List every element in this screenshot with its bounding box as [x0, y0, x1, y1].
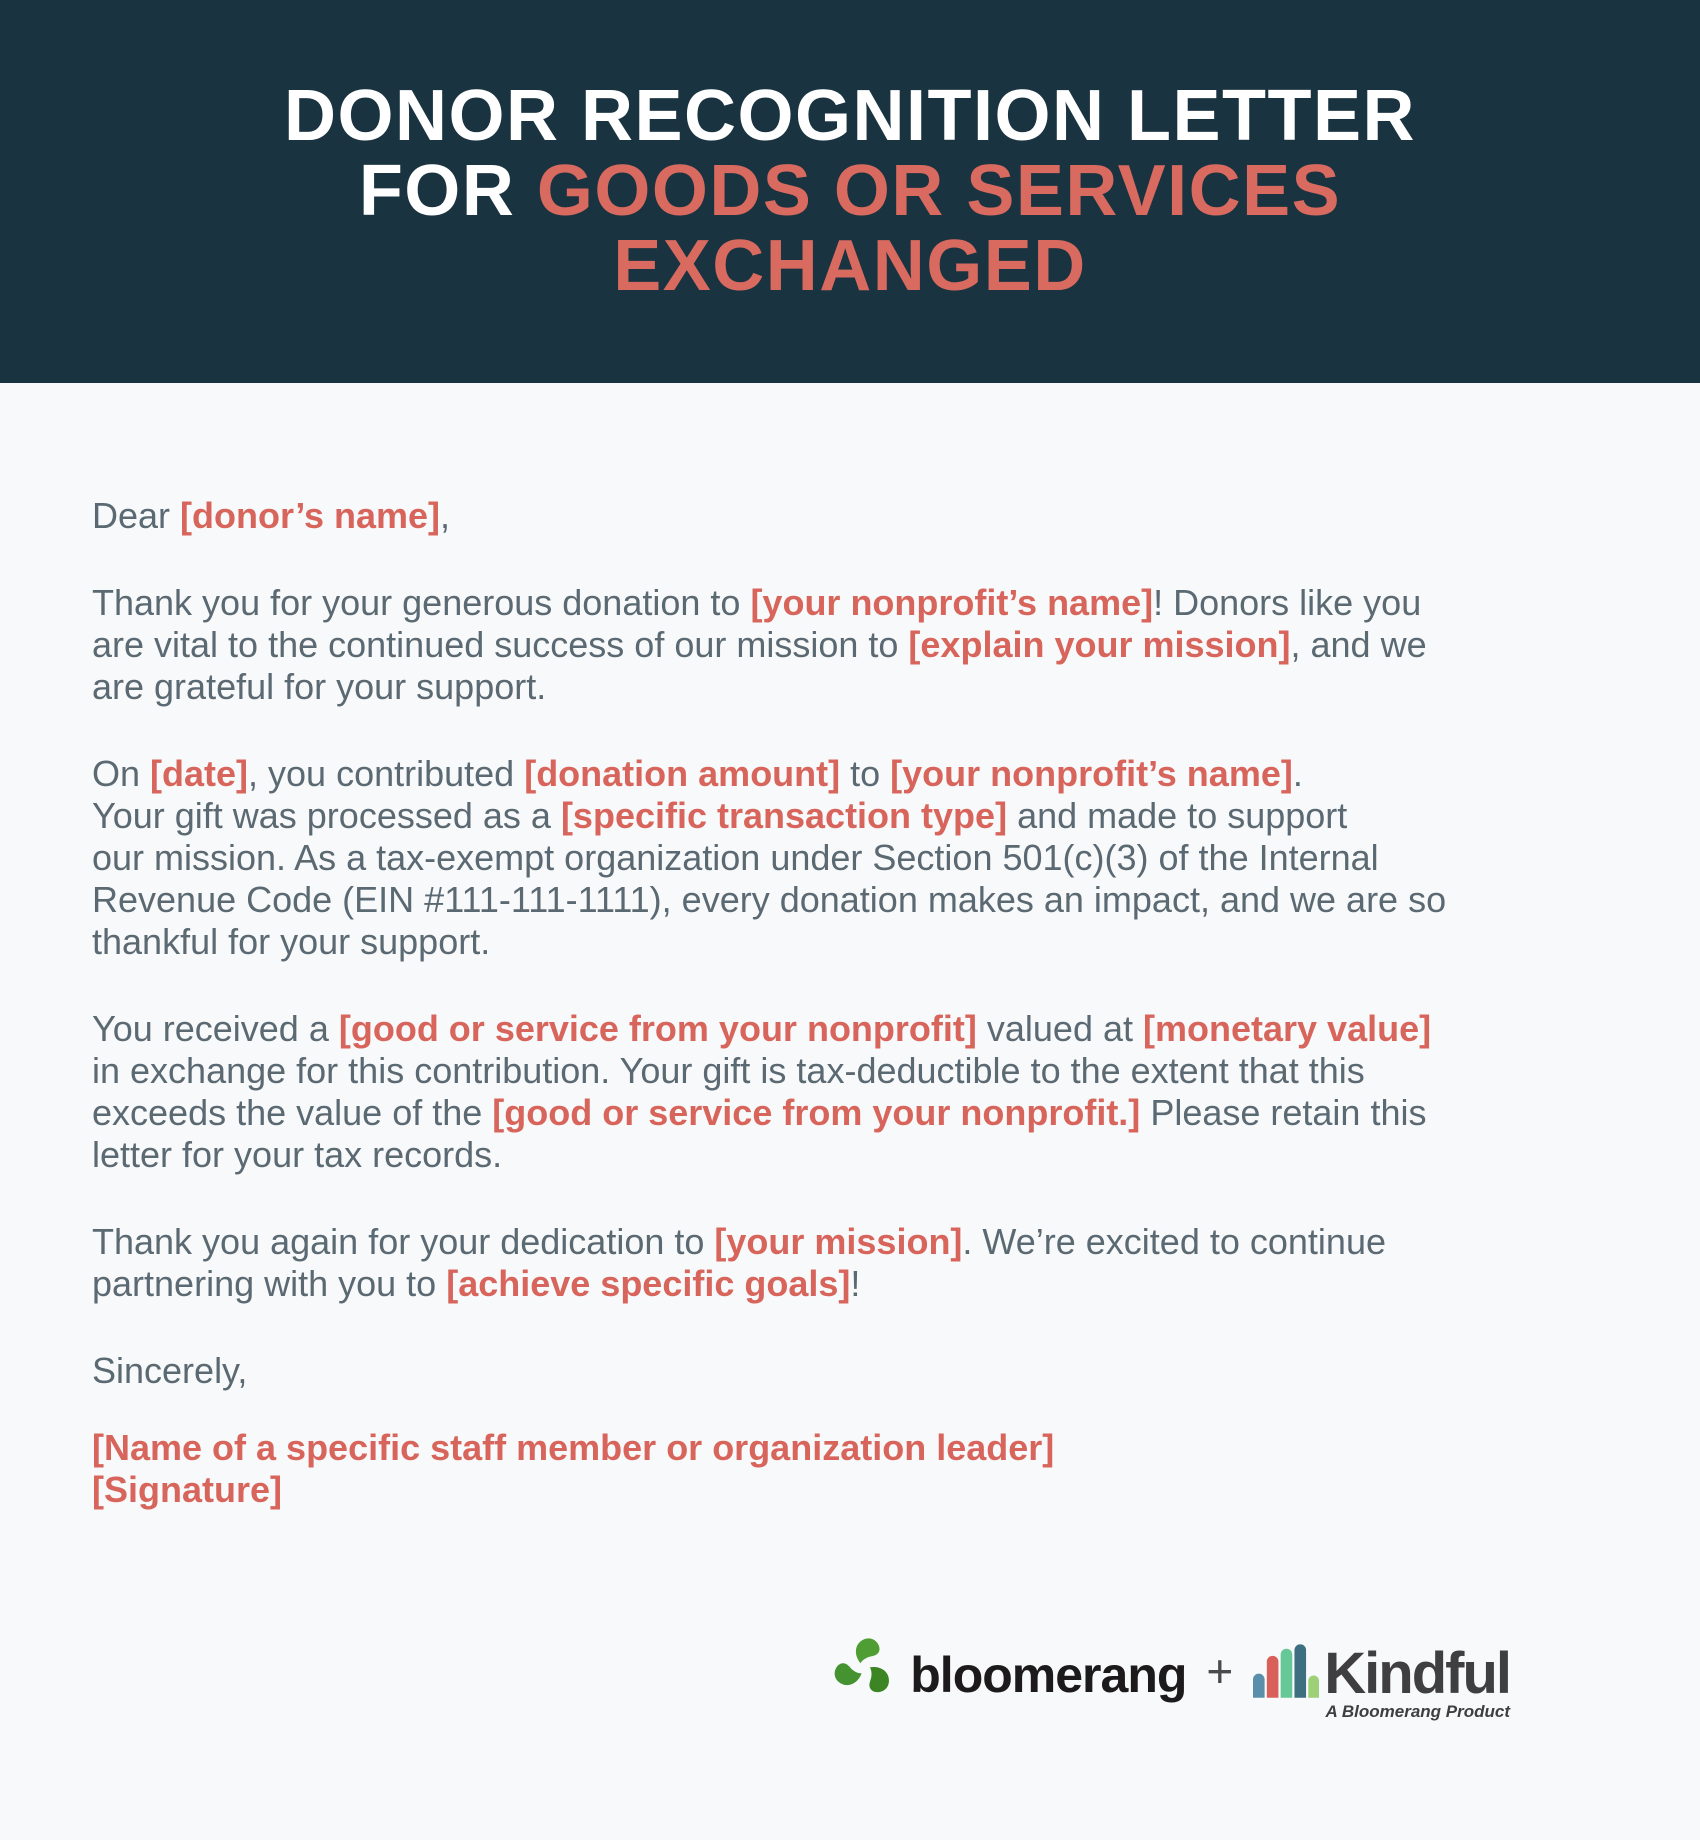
- placeholder-token: [good or service from your nonprofit]: [338, 1008, 977, 1049]
- bloomerang-pinwheel-icon: [834, 1638, 894, 1698]
- text-segment: thankful for your support.: [92, 921, 491, 962]
- sign-off: [92, 1350, 1610, 1392]
- placeholder-token: [Name of a specific staff member or organization leader]: [92, 1427, 1055, 1468]
- placeholder-token: [donor’s name]: [180, 495, 441, 536]
- letter-line: [92, 1263, 1610, 1305]
- placeholder-token: [your nonprofit’s name]: [890, 753, 1293, 794]
- plus-separator: +: [1206, 1645, 1234, 1697]
- placeholder-token: [date]: [150, 753, 249, 794]
- title-segment: DONOR RECOGNITION LETTER: [284, 76, 1416, 156]
- letter-line: [92, 1092, 1610, 1134]
- placeholder-token: [explain your mission]: [908, 624, 1291, 665]
- bloomerang-logo: [834, 1638, 1187, 1703]
- text-segment: , you contributed: [248, 753, 525, 794]
- text-segment: exceeds the value of the: [92, 1092, 493, 1133]
- donation-details-paragraph: [92, 753, 1610, 963]
- letter-line: [92, 1050, 1610, 1092]
- tax-deduction-paragraph: [92, 1008, 1610, 1176]
- letter-line: [92, 495, 1610, 537]
- kindful-logo: [1253, 1641, 1510, 1721]
- text-segment: letter for your tax records.: [92, 1134, 503, 1175]
- letter-line: [92, 837, 1610, 879]
- placeholder-token: EXCHANGED: [613, 226, 1087, 306]
- kindful-tagline: A Bloomerang Product: [1325, 1702, 1510, 1721]
- text-segment: Thank you again for your dedication to: [92, 1221, 715, 1262]
- text-segment: Thank you for your generous donation to: [92, 582, 751, 623]
- text-segment: .: [1292, 753, 1303, 794]
- letter-body: [0, 383, 1700, 1511]
- title-line: [284, 226, 1416, 306]
- footer-logos: [0, 1638, 1700, 1721]
- salutation-paragraph: [92, 495, 1610, 537]
- letter-line: [92, 1221, 1610, 1263]
- placeholder-token: [your nonprofit’s name]: [750, 582, 1154, 623]
- placeholder-token: [monetary value]: [1143, 1008, 1432, 1049]
- text-segment: !: [850, 1263, 861, 1304]
- text-segment: Revenue Code (EIN #111-111-1111), every donation makes an impact, and we are so: [92, 879, 1447, 920]
- text-segment: and made to support: [1007, 795, 1348, 836]
- text-segment: to: [840, 753, 891, 794]
- letter-line: [92, 1134, 1610, 1176]
- letter-line: [92, 624, 1610, 666]
- title-segment: FOR: [358, 151, 537, 231]
- text-segment: , and we: [1290, 624, 1427, 665]
- placeholder-token: [your mission]: [714, 1221, 963, 1262]
- kindful-wordmark: Kindful: [1324, 1641, 1510, 1707]
- placeholder-token: [specific transaction type]: [560, 795, 1008, 836]
- text-segment: our mission. As a tax-exempt organization under Section 501(c)(3) of the Internal: [92, 837, 1379, 878]
- text-segment: ! Donors like you: [1153, 582, 1422, 623]
- placeholder-token: [donation amount]: [524, 753, 841, 794]
- letter-line: [92, 582, 1610, 624]
- letter-line: [92, 795, 1610, 837]
- text-segment: partnering with you to: [92, 1263, 447, 1304]
- text-segment: Sincerely,: [92, 1350, 248, 1391]
- text-segment: in exchange for this contribution. Your gift is tax-deductible to the extent that this: [92, 1050, 1365, 1091]
- letter-line: [92, 1427, 1610, 1469]
- letter-line: [92, 1350, 1610, 1392]
- title-line: [284, 151, 1416, 231]
- letter-line: [92, 666, 1610, 708]
- text-segment: You received a: [92, 1008, 339, 1049]
- placeholder-token: [achieve specific goals]: [446, 1263, 851, 1304]
- text-segment: . We’re excited to continue: [962, 1221, 1386, 1262]
- text-segment: Dear: [92, 495, 181, 536]
- text-segment: Your gift was processed as a: [92, 795, 561, 836]
- letter-line: [92, 1469, 1610, 1511]
- placeholder-token: GOODS OR SERVICES: [536, 151, 1342, 231]
- title-line: [284, 76, 1416, 156]
- gratitude-paragraph: [92, 582, 1610, 708]
- text-segment: valued at: [976, 1008, 1143, 1049]
- placeholder-token: [good or service from your nonprofit.]: [492, 1092, 1141, 1133]
- letter-line: [92, 879, 1610, 921]
- letter-line: [92, 753, 1610, 795]
- text-segment: are grateful for your support.: [92, 666, 547, 707]
- letter-line: [92, 921, 1610, 963]
- kindful-cloud-bars-icon: [1253, 1644, 1319, 1698]
- text-segment: are vital to the continued success of our mission to: [92, 624, 909, 665]
- text-segment: Please retain this: [1140, 1092, 1427, 1133]
- text-segment: ,: [440, 495, 451, 536]
- page-title: [284, 76, 1416, 306]
- closing-paragraph: [92, 1221, 1610, 1305]
- header-banner: [0, 0, 1700, 383]
- bloomerang-wordmark: bloomerang: [910, 1647, 1187, 1703]
- text-segment: On: [92, 753, 151, 794]
- placeholder-token: [Signature]: [92, 1469, 283, 1510]
- signature-block: [92, 1427, 1610, 1511]
- letter-line: [92, 1008, 1610, 1050]
